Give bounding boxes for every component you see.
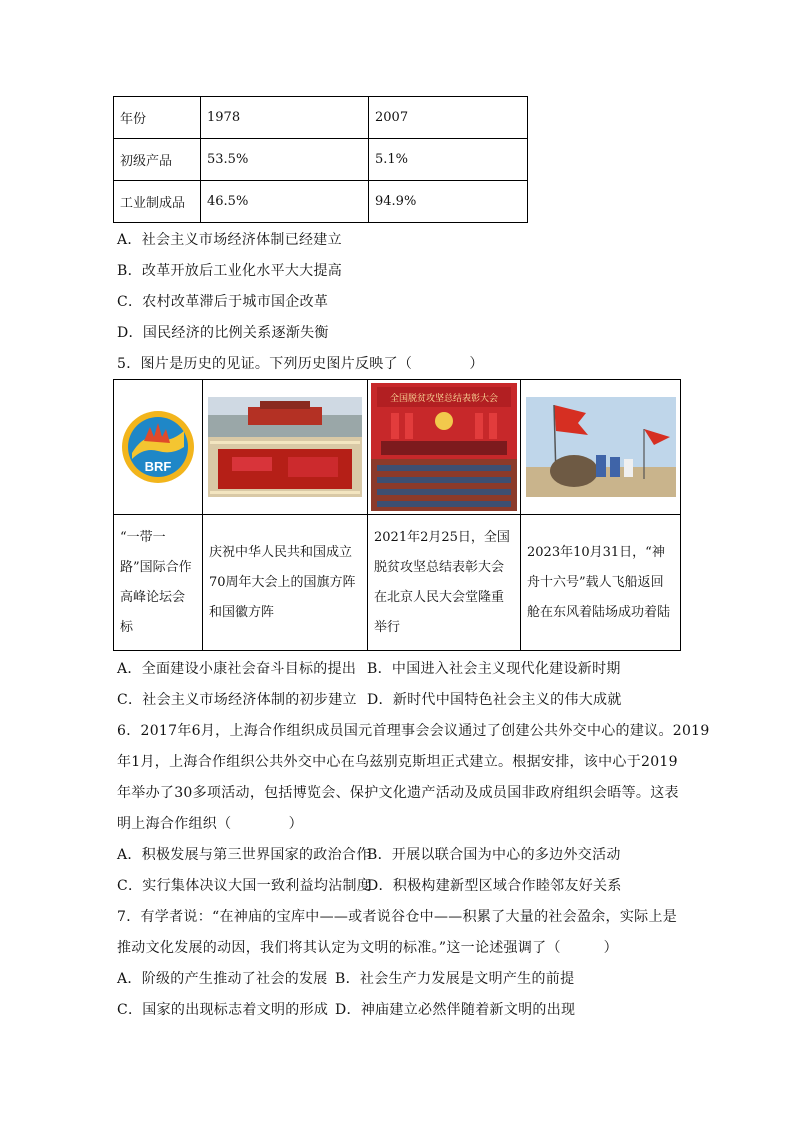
table-row [114,97,528,139]
table-cell: 1978 [201,97,369,139]
q5-option-d: D．新时代中国特色社会主义的伟大成就 [367,692,622,708]
history-pictures-table [113,379,681,651]
spacecraft-photo-cell [521,380,681,515]
q6-stem-line-1: 6．2017年6月，上海合作组织成员国元首理事会会议通过了创建公共外交中心的建议。2019 [117,723,710,739]
q6-stem-line-3: 年举办了30多项活动，包括博览会、保护文化遗产活动及成员国非政府组织会晤等。这表 [117,785,679,801]
q7-stem-line-2: 推动文化发展的动因，我们将其认定为文明的标准。”这一论述强调了（ ） [117,940,618,956]
q6-option-c: C．实行集体决议大国一致利益均沾制度 [117,878,372,894]
caption-spacecraft: 2023年10月31日，“神舟十六号”载人飞船返回舱在东风着陆场成功着陆 [527,544,671,620]
brf-logo-text: BRF [144,459,172,474]
caption-assembly: 2021年2月25日，全国脱贫攻坚总结表彰大会在北京人民大会堂隆重举行 [374,529,510,635]
table-row [114,515,681,651]
q6-stem-line-2: 年1月，上海合作组织公共外交中心在乌兹别克斯坦正式建立。根据安排，该中心于2019 [117,754,678,770]
parade-photo-cell [203,380,368,515]
q7-stem-line-1: 7．有学者说：“在神庙的宝库中——或者说谷仓中——积累了大量的社会盈余，实际上是 [117,909,678,925]
q7-option-c: C．国家的出现标志着文明的形成 [117,1002,329,1018]
q6-option-b: B．开展以联合国为中心的多边外交活动 [367,847,621,863]
table-cell: 初级产品 [114,139,201,181]
q4-option-b: B．改革开放后工业化水平大大提高 [117,263,343,279]
q7-option-a: A．阶级的产生推动了社会的发展 [117,971,328,987]
table-row [114,380,681,515]
q5-option-c: C．社会主义市场经济体制的初步建立 [117,692,357,708]
brf-logo-image [118,407,198,487]
table-cell: 年份 [114,97,201,139]
shenzhou-landing-photo [526,397,676,497]
q7-option-d: D．神庙建立必然伴随着新文明的出现 [335,1002,576,1018]
table-cell: 工业制成品 [114,181,201,223]
parade-photo [208,397,362,497]
table-cell: 94.9% [369,181,528,223]
q4-option-c: C．农村改革滞后于城市国企改革 [117,294,329,310]
q6-option-d: D．积极构建新型区域合作睦邻友好关系 [367,878,622,894]
assembly-photo-cell [368,380,521,515]
q6-option-a: A．积极发展与第三世界国家的政治合作 [117,847,371,863]
caption-parade: 庆祝中华人民共和国成立70周年大会上的国旗方阵和国徽方阵 [209,544,356,620]
assembly-hall-photo [371,383,517,511]
table-cell: 2007 [369,97,528,139]
caption-brf: “一带一路”国际合作高峰论坛会标 [120,529,192,635]
table-cell: 5.1% [369,139,528,181]
q7-option-b: B．社会生产力发展是文明产生的前提 [335,971,575,987]
export-structure-table [113,96,528,223]
q4-option-d: D．国民经济的比例关系逐渐失衡 [117,325,329,341]
q5-option-a: A．全面建设小康社会奋斗目标的提出 [117,661,357,677]
q5-stem: 5．图片是历史的见证。下列历史图片反映了（ ） [117,356,484,372]
table-row [114,181,528,223]
table-row [114,139,528,181]
q4-option-a: A．社会主义市场经济体制已经建立 [117,232,342,248]
table-cell: 46.5% [201,181,369,223]
q5-option-b: B．中国进入社会主义现代化建设新时期 [367,661,621,677]
brf-logo-cell [114,380,203,515]
table-cell: 53.5% [201,139,369,181]
q6-stem-line-4: 明上海合作组织（ ） [117,816,303,832]
assembly-banner-text: 全国脱贫攻坚总结表彰大会 [389,394,499,404]
